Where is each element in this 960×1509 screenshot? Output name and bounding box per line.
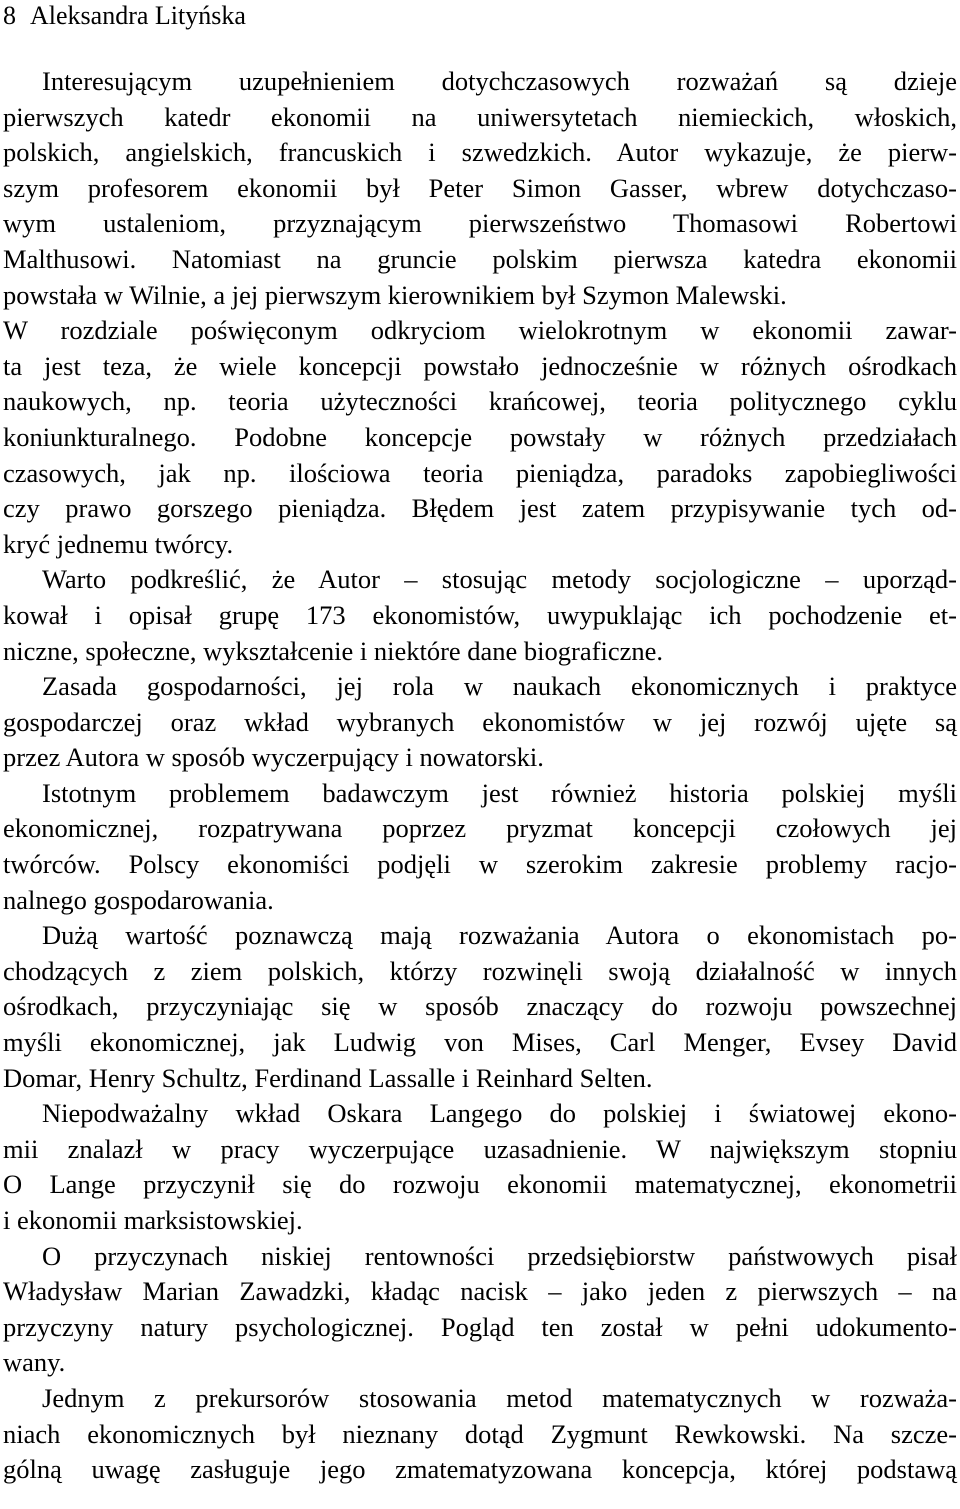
text-line: powstała w Wilnie, a jej pierwszym kierownikiem był Szymon Malewski. <box>3 279 787 310</box>
text-line: ośrodkach, przyczyniając się w sposób znaczący do rozwoju powszechnej <box>3 991 957 1022</box>
text-line: O Lange przyczynił się do rozwoju ekonomii matematycznej, ekonometrii <box>3 1169 957 1200</box>
text-line: Niepodważalny wkład Oskara Langego do polskiej i światowej ekono- <box>42 1098 957 1129</box>
text-line: gospodarczej oraz wkład wybranych ekonomistów w jej rozwój ujęte są <box>3 706 957 737</box>
text-line: niach ekonomicznych był nieznany dotąd Zygmunt Rewkowski. Na szcze- <box>3 1418 957 1449</box>
text-line: nalnego gospodarowania. <box>3 884 274 915</box>
text-line: Jednym z prekursorów stosowania metod matematycznych w rozważa- <box>42 1382 957 1413</box>
text-line: czasowych, jak np. ilościowa teoria pieniądza, paradoks zapobiegliwości <box>3 457 957 488</box>
text-line: Warto podkreślić, że Autor – stosując metody socjologiczne – uporząd- <box>42 564 957 595</box>
text-line: kryć jednemu twórcy. <box>3 528 234 559</box>
text-line: Zasada gospodarności, jej rola w naukach ekonomicznych i praktyce <box>42 671 957 702</box>
text-line: wym ustaleniom, przyznającym pierwszeństwo Thomasowi Robertowi <box>3 208 957 239</box>
text-line: przez Autora w sposób wyczerpujący i nowatorski. <box>3 742 544 773</box>
text-line: ekonomicznej, rozpatrywana poprzez pryzmat koncepcji czołowych jej <box>3 813 957 844</box>
text-line: Domar, Henry Schultz, Ferdinand Lassalle i Reinhard Selten. <box>3 1062 653 1093</box>
text-line: naukowych, np. teoria użyteczności krańcowej, teoria politycznego cyklu <box>3 386 957 417</box>
page-number: 8 <box>3 1 16 30</box>
text-line: mii znalazł w pracy wyczerpujące uzasadnienie. W największym stopniu <box>3 1133 957 1164</box>
text-line: kował i opisał grupę 173 ekonomistów, uwypuklając ich pochodzenie et- <box>3 599 957 630</box>
body-text <box>3 64 957 1488</box>
text-line: Malthusowi. Natomiast na gruncie polskim pierwsza katedra ekonomii <box>3 243 957 274</box>
text-line: przyczyny natury psychologicznej. Pogląd ten został w pełni udokumento- <box>3 1311 957 1342</box>
running-head-author: Aleksandra Lityńska <box>30 1 246 30</box>
text-line: gólną uwagę zasługuje jego zmatematyzowana koncepcja, której podstawą <box>3 1454 957 1485</box>
text-line: myśli ekonomicznej, jak Ludwig von Mises, Carl Menger, Evsey David <box>3 1027 957 1058</box>
text-line: Dużą wartość poznawczą mają rozważania Autora o ekonomistach po- <box>42 920 957 951</box>
text-line: czy prawo gorszego pieniądza. Błędem jest zatem przypisywanie tych od- <box>3 493 957 524</box>
text-line: i ekonomii marksistowskiej. <box>3 1205 303 1235</box>
text-line: twórców. Polscy ekonomiści podjęli w szerokim zakresie problemy racjo- <box>3 849 957 880</box>
running-head <box>3 0 246 32</box>
text-line: polskich, angielskich, francuskich i szwedzkich. Autor wykazuje, że pierw- <box>3 137 957 168</box>
text-line: wany. <box>3 1347 66 1378</box>
text-line: Władysław Marian Zawadzki, kładąc nacisk – jako jeden z pierwszych – na <box>3 1276 957 1307</box>
text-line: O przyczynach niskiej rentowności przedsiębiorstw państwowych pisał <box>42 1240 957 1271</box>
text-line: W rozdziale poświęconym odkryciom wielokrotnym w ekonomii zawar- <box>3 315 957 346</box>
text-line: niczne, społeczne, wykształcenie i niektóre dane biograficzne. <box>3 635 663 666</box>
text-line: koniunkturalnego. Podobne koncepcje powstały w różnych przedziałach <box>3 421 957 452</box>
text-line: szym profesorem ekonomii był Peter Simon Gasser, wbrew dotychczaso- <box>3 172 957 203</box>
text-line: ta jest teza, że wiele koncepcji powstało jednocześnie w różnych ośrodkach <box>3 350 957 381</box>
text-line: pierwszych katedr ekonomii na uniwersytetach niemieckich, włoskich, <box>3 101 957 132</box>
text-line: Interesującym uzupełnieniem dotychczasowych rozważań są dzieje <box>42 66 957 96</box>
text-line: Istotnym problemem badawczym jest również historia polskiej myśli <box>42 777 957 808</box>
text-line: chodzących z ziem polskich, którzy rozwinęli swoją działalność w innych <box>3 955 957 986</box>
